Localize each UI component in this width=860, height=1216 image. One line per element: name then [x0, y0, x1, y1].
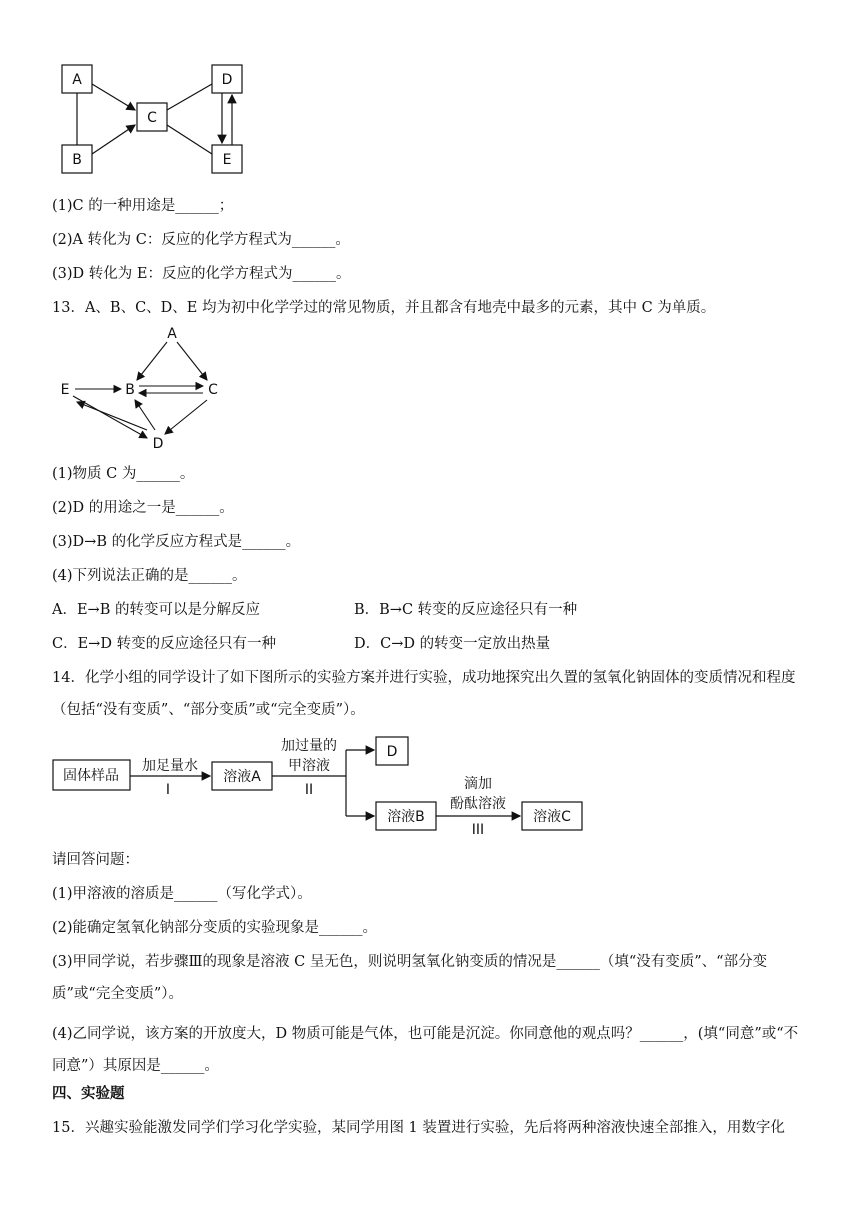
node-c: C [208, 382, 218, 398]
q14-prompt: 请回答问题： [52, 852, 139, 868]
label-step-2-num: II [304, 782, 314, 798]
arrow-a-to-b [137, 342, 167, 380]
q13-part-2: (2)D 的用途之一是______。 [52, 500, 234, 516]
node-c: C [147, 110, 157, 126]
q13-option-d: D．C→D 的转变一定放出热量 [354, 636, 551, 652]
q12-part-2: (2)A 转化为 C：反应的化学方程式为______。 [52, 232, 350, 248]
label-step-3-line-2: 酚酞溶液 [450, 796, 506, 812]
label-solution-b: 溶液B [387, 809, 425, 825]
edge-c-d [167, 84, 212, 110]
label-solution-a: 溶液A [223, 769, 261, 785]
q14-stem: 14．化学小组的同学设计了如下图所示的实验方案并进行实验，成功地探究出久置的氢氧化钠固体的变质情况和程度（包括“没有变质”、“部分变质”或“完全变质”）。 [52, 670, 796, 718]
q14-flow-diagram [50, 734, 600, 838]
label-step-3-num: III [471, 822, 485, 838]
q14-part-4: (4)乙同学说，该方案的开放度大，D 物质可能是气体，也可能是沉淀。你同意他的观点吗？______，(填“同意”或“不同意”）其原因是______。 [52, 1026, 799, 1074]
node-e: E [222, 152, 232, 168]
label-step-2-line-1: 加过量的 [281, 738, 337, 754]
q14-part-2: (2)能确定氢氧化钠部分变质的实验现象是______。 [52, 920, 378, 936]
q12-reaction-diagram [54, 60, 254, 180]
arrow-b-to-c [92, 125, 135, 154]
q14-part-3: (3)甲同学说，若步骤Ⅲ的现象是溶液 C 呈无色，则说明氢氧化钠变质的情况是______（填“没有变质”、“部分变质”或“完全变质”）。 [52, 954, 768, 1002]
q13-stem: 13．A、B、C、D、E 均为初中化学学过的常见物质，并且都含有地壳中最多的元素，其中 C 为单质。 [52, 300, 716, 316]
q13-part-4: (4)下列说法正确的是______。 [52, 568, 247, 584]
arrow-d-to-e [77, 402, 147, 430]
label-step-1: 加足量水 [142, 758, 198, 774]
q13-part-3: (3)D→B 的化学反应方程式是______。 [52, 534, 301, 550]
edge-c-e [167, 125, 212, 154]
arrow-d-to-b [135, 400, 155, 430]
label-d: D [386, 744, 398, 760]
node-b: B [72, 152, 82, 168]
q13-option-a: A．E→B 的转变可以是分解反应 [52, 602, 260, 618]
arrow-a-to-c [177, 342, 207, 380]
label-sample: 固体样品 [63, 768, 119, 784]
node-e: E [60, 382, 70, 398]
arrow-c-to-d [165, 400, 207, 434]
q12-part-3: (3)D 转化为 E：反应的化学方程式为______。 [52, 266, 351, 282]
label-step-2-line-2: 甲溶液 [288, 758, 330, 774]
node-d: D [221, 72, 233, 88]
q13-part-1: (1)物质 C 为______。 [52, 466, 195, 482]
q14-part-1: (1)甲溶液的溶质是______（写化学式）。 [52, 886, 312, 902]
label-solution-c: 溶液C [533, 809, 571, 825]
section-4-title: 四、实验题 [52, 1085, 125, 1102]
arrow-a-to-c [92, 84, 135, 110]
node-b: B [125, 382, 135, 398]
label-step-1-num: I [165, 782, 171, 798]
q13-option-c: C．E→D 转变的反应途径只有一种 [52, 636, 277, 652]
q13-reaction-diagram [55, 324, 235, 452]
q12-part-1: (1)C 的一种用途是______； [52, 198, 234, 214]
node-a: A [167, 326, 177, 342]
q15-stem: 15．兴趣实验能激发同学们学习化学实验，某同学用图 1 装置进行实验，先后将两种溶液快速全部推入，用数字化 [52, 1120, 785, 1136]
q13-option-b: B．B→C 转变的反应途径只有一种 [354, 602, 578, 618]
label-step-3-line-1: 滴加 [464, 776, 492, 792]
node-d: D [152, 436, 164, 452]
node-a: A [72, 72, 82, 88]
